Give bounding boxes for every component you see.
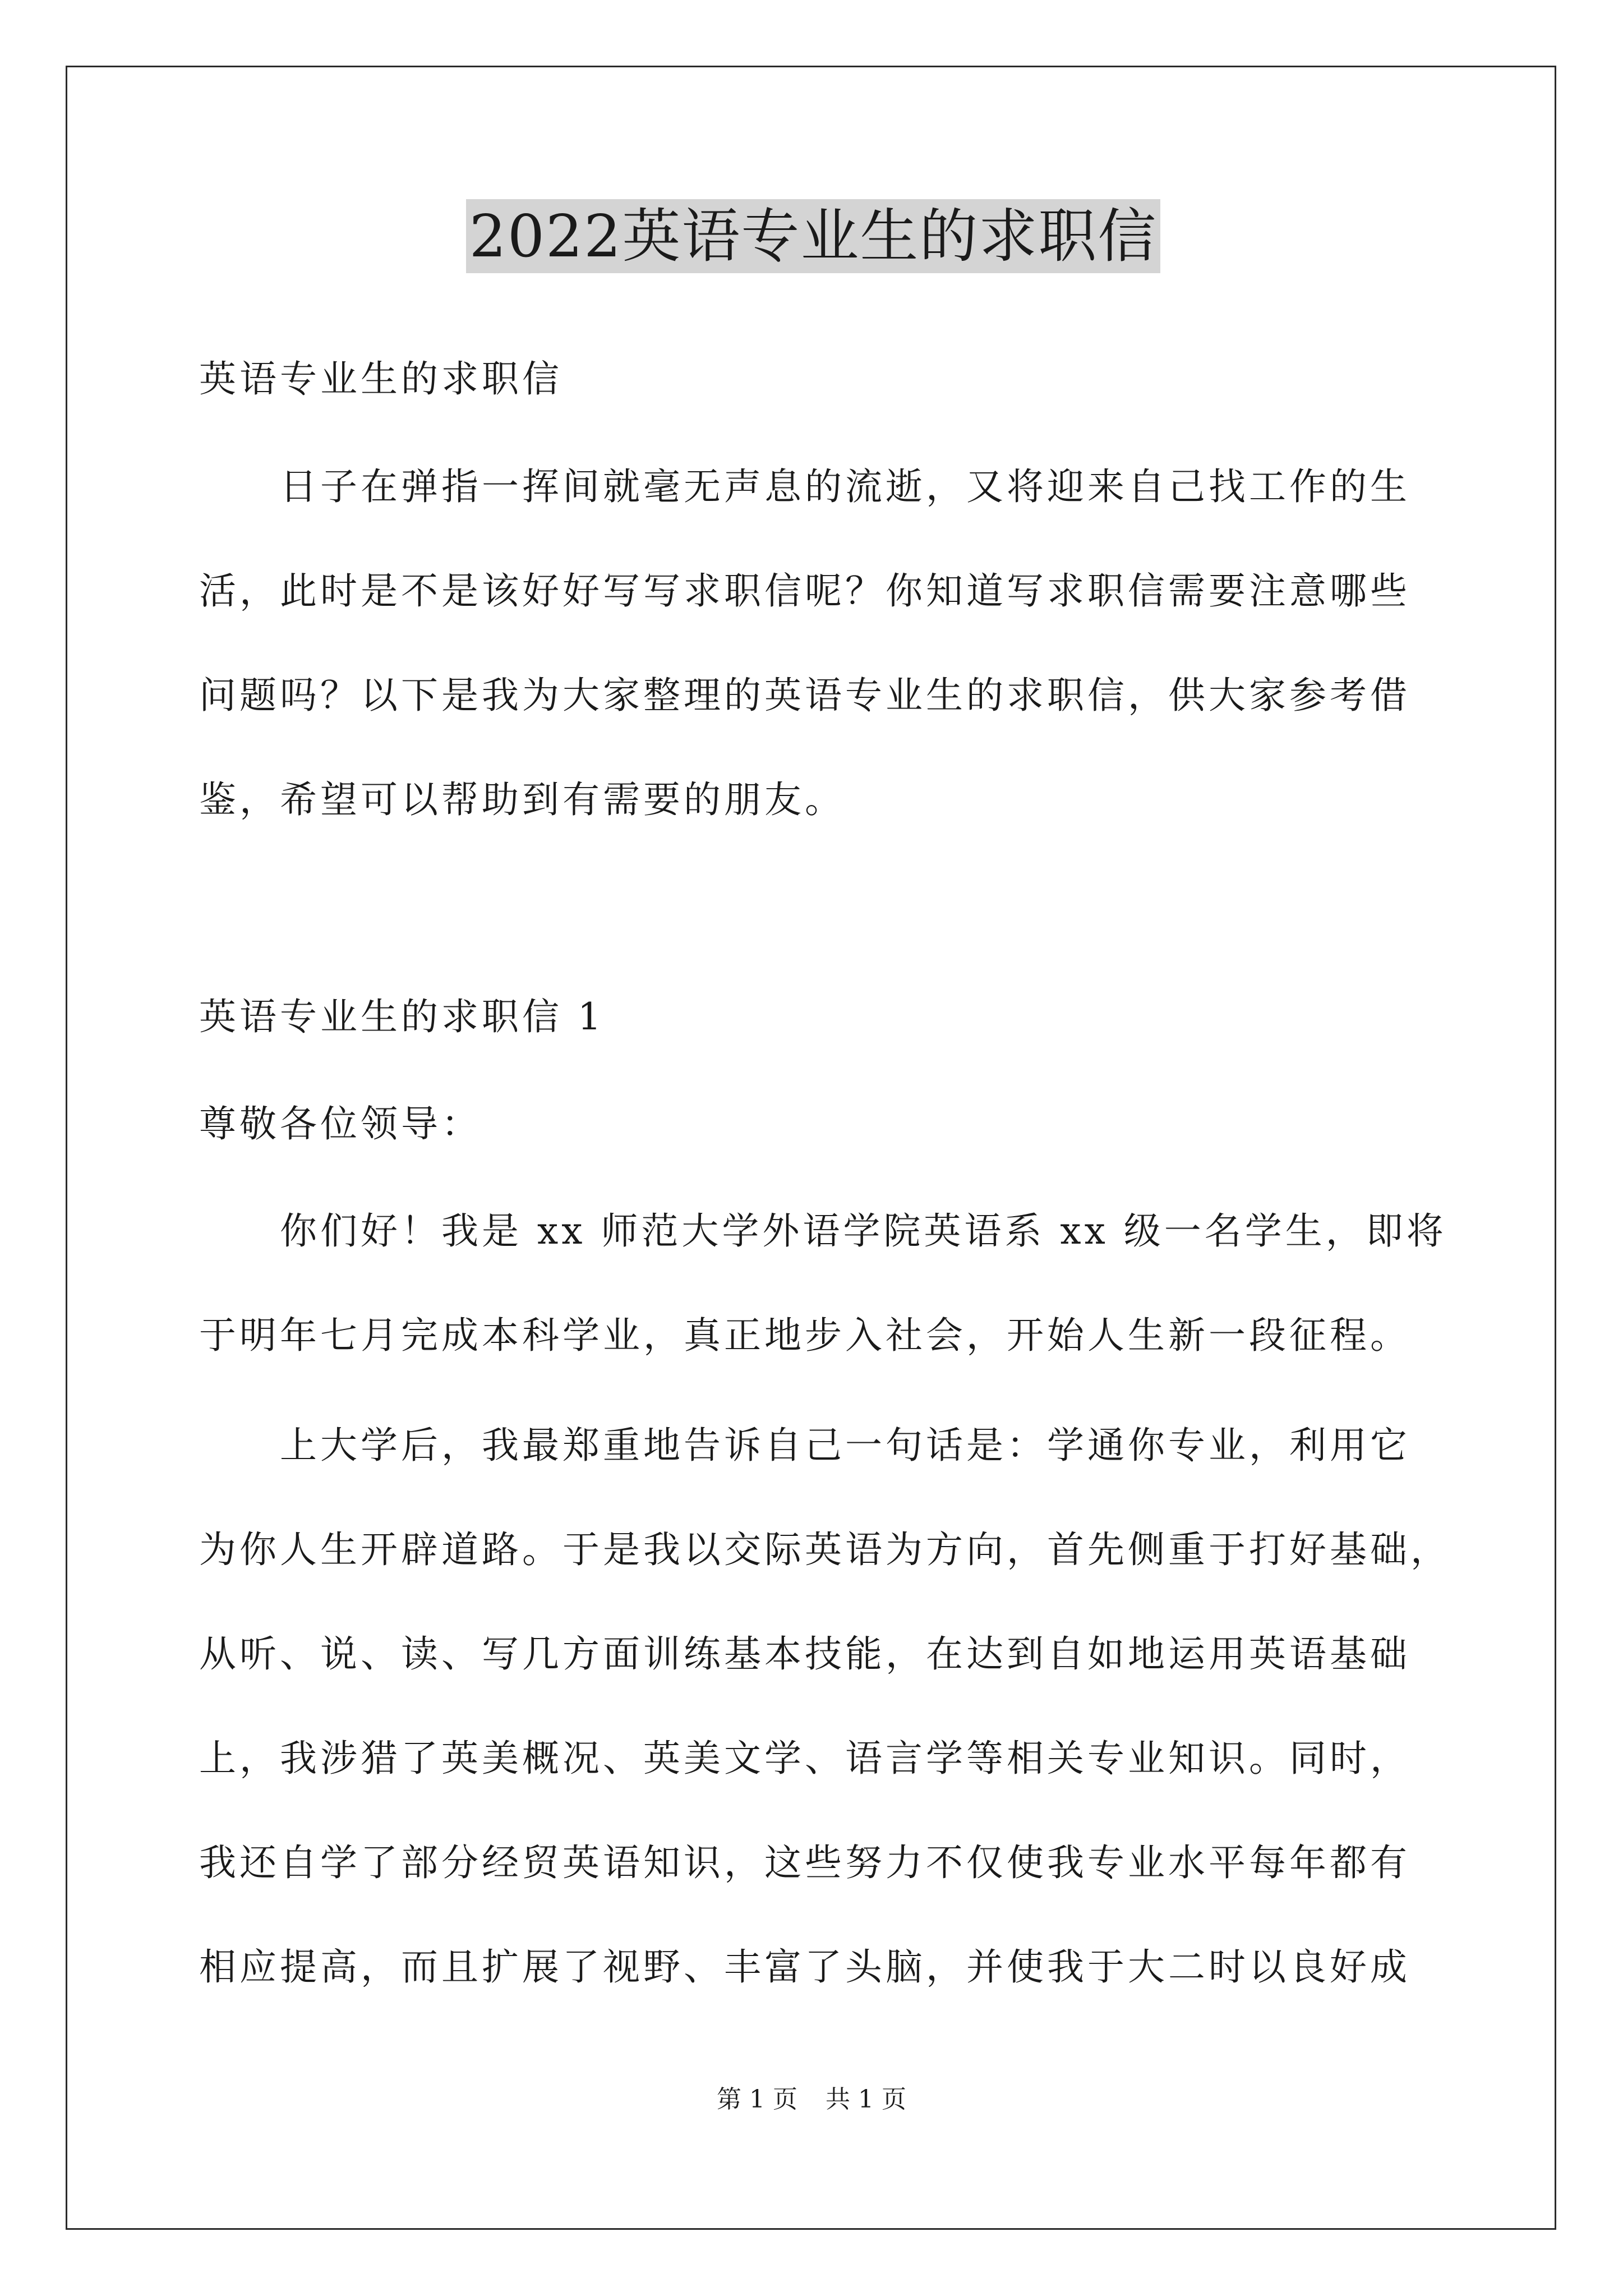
paragraph-line: 活，此时是不是该好好写写求职信呢？你知道写求职信需要注意哪些	[199, 569, 1410, 613]
paragraph-line: 你们好！我是 xx 师范大学外语学院英语系 xx 级一名学生，即将	[280, 1209, 1447, 1253]
page-number-current: 第 1 页	[717, 2085, 797, 2114]
paragraph-line: 我还自学了部分经贸英语知识，这些努力不仅使我专业水平每年都有	[199, 1841, 1410, 1884]
paragraph-line: 日子在弹指一挥间就毫无声息的流逝，又将迎来自己找工作的生	[280, 465, 1410, 508]
paragraph-line: 从听、说、读、写几方面训练基本技能，在达到自如地运用英语基础	[199, 1632, 1410, 1676]
page-number-total: 共 1 页	[826, 2085, 906, 2114]
title-wrap	[199, 199, 1427, 273]
section-heading: 英语专业生的求职信 1	[199, 995, 605, 1038]
paragraph-line: 为你人生开辟道路。于是我以交际英语为方向，首先侧重于打好基础，	[199, 1528, 1451, 1571]
paragraph-line: 相应提高，而且扩展了视野、丰富了头脑，并使我于大二时以良好成	[199, 1945, 1410, 1989]
paragraph-line: 于明年七月完成本科学业，真正地步入社会，开始人生新一段征程。	[199, 1314, 1410, 1357]
page-footer	[0, 2084, 1623, 2115]
subtitle-line: 英语专业生的求职信	[199, 357, 562, 401]
salutation: 尊敬各位领导：	[199, 1102, 482, 1145]
paragraph-line: 上大学后，我最郑重地告诉自己一句话是：学通你专业，利用它	[280, 1424, 1410, 1467]
paragraph-line: 问题吗？以下是我为大家整理的英语专业生的求职信，供大家参考借	[199, 674, 1410, 717]
paragraph-line: 鉴，希望可以帮助到有需要的朋友。	[199, 778, 845, 821]
paragraph-line: 上，我涉猎了英美概况、英美文学、语言学等相关专业知识。同时，	[199, 1737, 1410, 1780]
document-title: 2022英语专业生的求职信	[466, 199, 1161, 273]
